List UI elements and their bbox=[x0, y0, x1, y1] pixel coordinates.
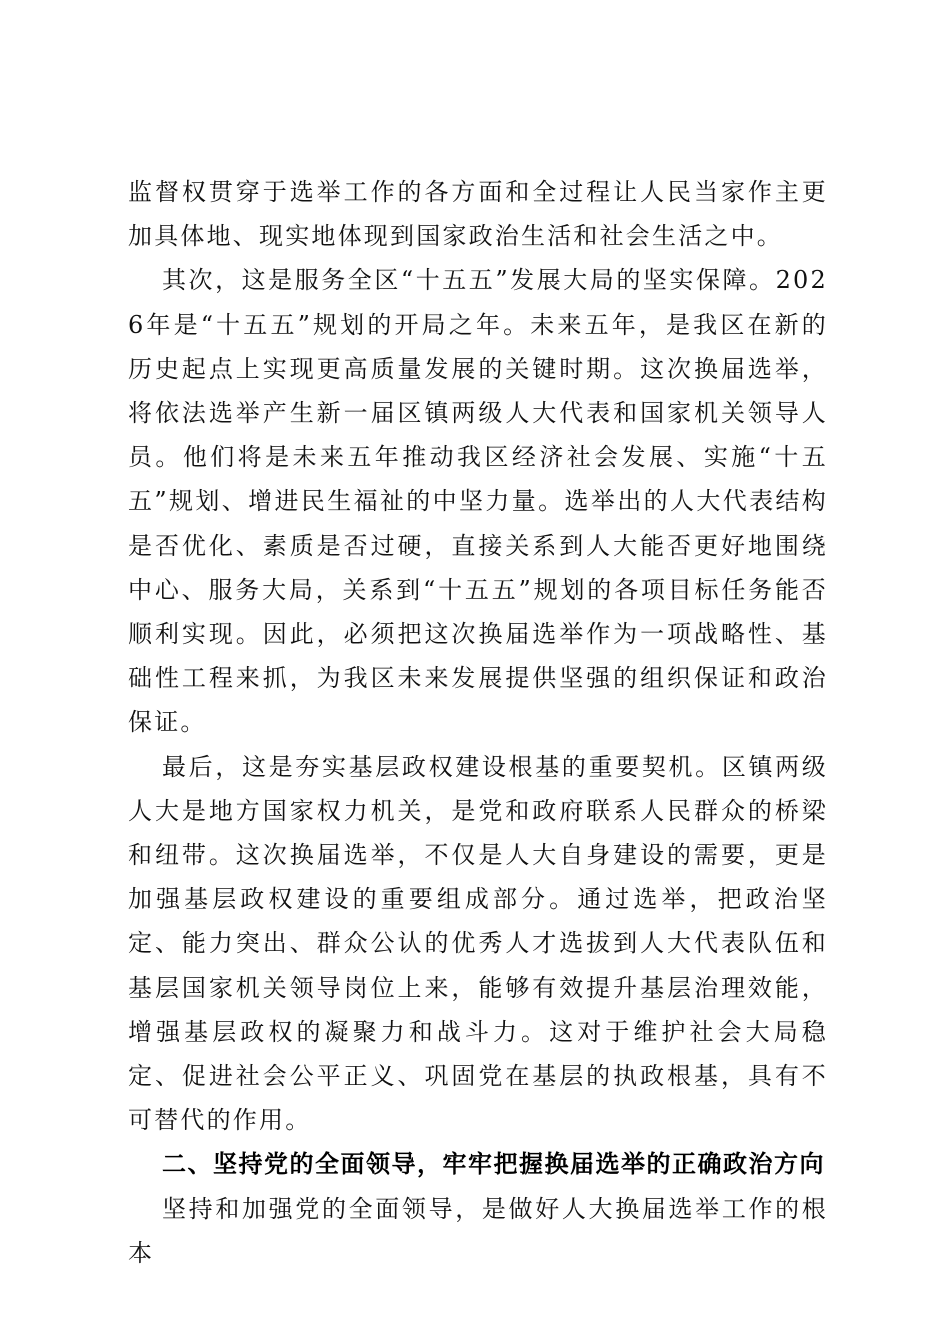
paragraph-continuation: 监督权贯穿于选举工作的各方面和全过程让人民当家作主更加具体地、现实地体现到国家政治生活和社会生活之中。 bbox=[128, 178, 828, 251]
section-heading: 二、坚持党的全面领导，牢牢把握换届选举的正确政治方向 bbox=[162, 1150, 825, 1179]
paragraph-last-reason: 最后，这是夯实基层政权建设根基的重要契机。区镇两级人大是地方国家权力机关，是党和政府联系人民群众的桥梁和纽带。这次换届选举，不仅是人大自身建设的需要，更是加强基层政权建设的重要组成部分。通过选举，把政治坚定、能力突出、群众公认的优秀人才选拔到人大代表队伍和基层国家机关领导岗位上来，能够有效提升基层治理效能，增强基层政权的凝聚力和战斗力。这对于维护社会大局稳定、促进社会公平正义、巩固党在基层的执政根基，具有不可替代的作用。 bbox=[128, 752, 828, 1135]
paragraph-trailing: 坚持和加强党的全面领导，是做好人大换届选举工作的根本 bbox=[128, 1194, 828, 1267]
document-body bbox=[128, 170, 828, 1275]
paragraph-second-reason: 其次，这是服务全区“十五五”发展大局的坚实保障。2026年是“十五五”规划的开局之年。未来五年，是我区在新的历史起点上实现更高质量发展的关键时期。这次换届选举，将依法选举产生新一届区镇两级人大代表和国家机关领导人员。他们将是未来五年推动我区经济社会发展、实施“十五五”规划、增进民生福祉的中坚力量。选举出的人大代表结构是否优化、素质是否过硬，直接关系到人大能否更好地围绕中心、服务大局，关系到“十五五”规划的各项目标任务能否顺利实现。因此，必须把这次换届选举作为一项战略性、基础性工程来抓，为我区未来发展提供坚强的组织保证和政治保证。 bbox=[128, 266, 828, 737]
